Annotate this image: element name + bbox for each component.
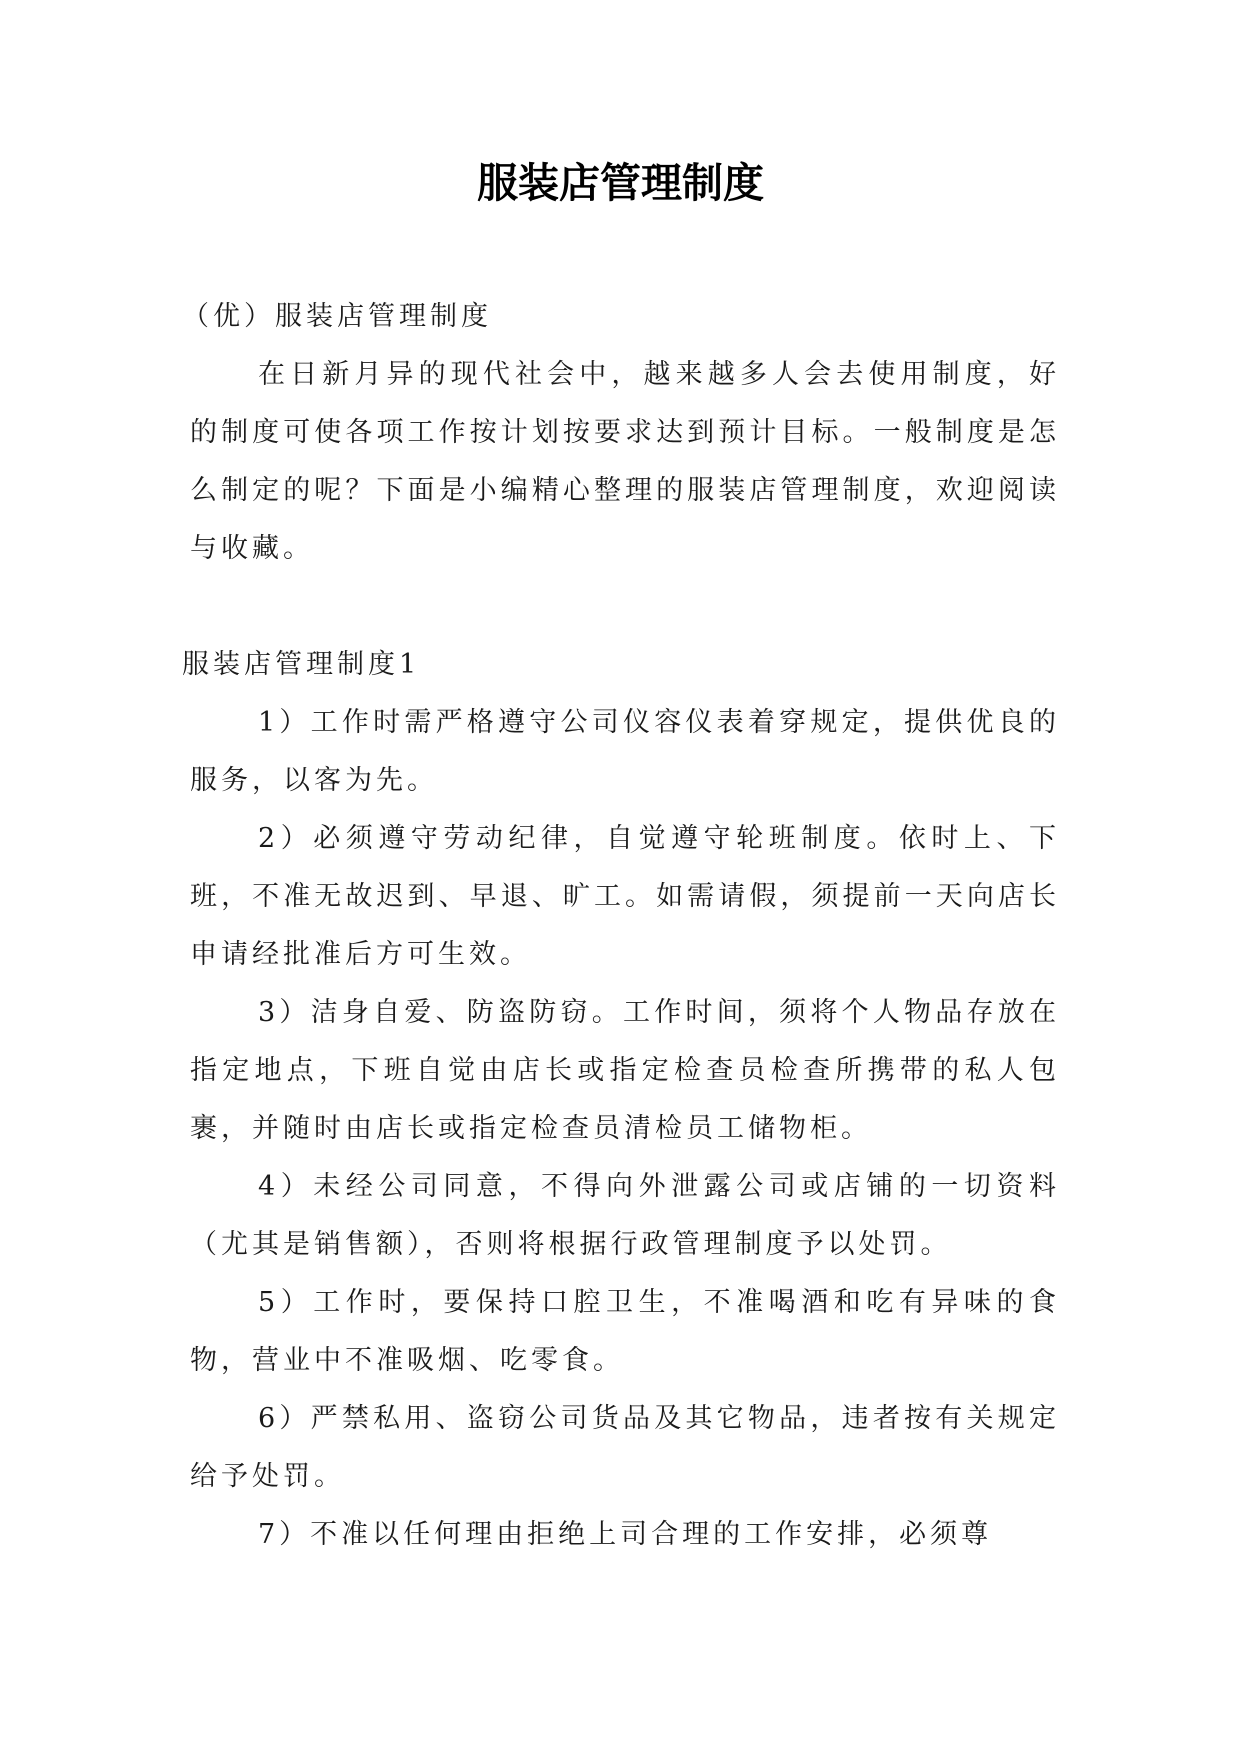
- rule-item-3: 3）洁身自爱、防盗防窃。工作时间，须将个人物品存放在指定地点，下班自觉由店长或指定检查员检查所携带的私人包裹，并随时由店长或指定检查员清检员工储物柜。: [190, 997, 1060, 1144]
- section-heading: 服装店管理制度1: [182, 649, 421, 680]
- paragraph-gap: [190, 578, 1060, 636]
- rule-item-7: 7）不准以任何理由拒绝上司合理的工作安排，必须尊: [258, 1519, 993, 1550]
- rule-item-5: 5）工作时，要保持口腔卫生，不准喝酒和吃有异味的食物，营业中不准吸烟、吃零食。: [190, 1287, 1060, 1376]
- document-title: 服装店管理制度: [477, 159, 764, 207]
- document-body: [182, 288, 1060, 1564]
- rule-item-1: 1）工作时需严格遵守公司仪容仪表着穿规定，提供优良的服务，以客为先。: [190, 707, 1060, 796]
- intro-paragraph: 在日新月异的现代社会中，越来越多人会去使用制度，好的制度可使各项工作按计划按要求达到预计目标。一般制度是怎么制定的呢？下面是小编精心整理的服装店管理制度，欢迎阅读与收藏。: [190, 359, 1060, 564]
- document-subtitle: （优）服装店管理制度: [182, 301, 492, 332]
- rule-item-4: 4）未经公司同意，不得向外泄露公司或店铺的一切资料（尤其是销售额），否则将根据行政管理制度予以处罚。: [190, 1171, 1060, 1260]
- rule-item-2: 2）必须遵守劳动纪律，自觉遵守轮班制度。依时上、下班，不准无故迟到、早退、旷工。如需请假，须提前一天向店长申请经批准后方可生效。: [190, 823, 1060, 970]
- rule-item-6: 6）严禁私用、盗窃公司货品及其它物品，违者按有关规定给予处罚。: [190, 1403, 1060, 1492]
